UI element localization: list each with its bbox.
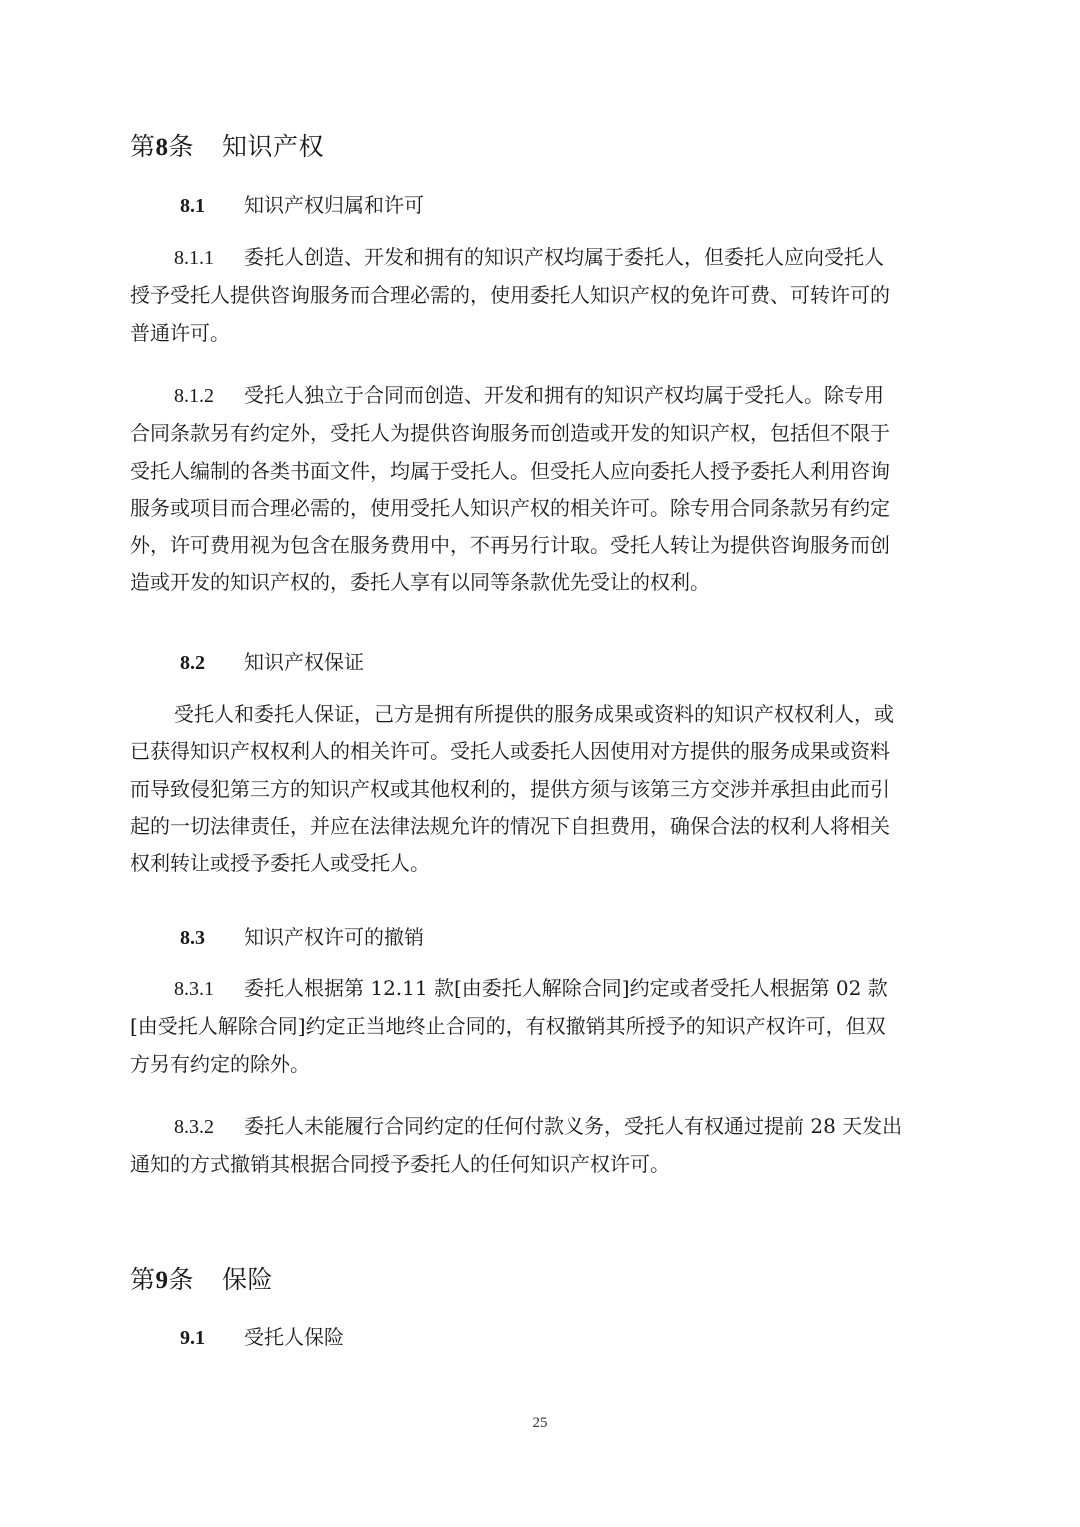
section-8-1-heading: [180, 188, 424, 223]
article-8-number: 第8条: [130, 132, 195, 161]
clause-8-3-1-line-3: 方另有约定的除外。: [130, 1051, 310, 1076]
clause-8-1-1-line-3: 普通许可。: [130, 320, 230, 345]
clause-8-1-1: [130, 239, 952, 352]
clause-8-1-2-line-3: 受托人编制的各类书面文件，均属于受托人。但受托人应向委托人授予委托人利用咨询: [130, 458, 890, 483]
section-8-3-number: 8.3: [180, 927, 205, 949]
section-9-1-number: 9.1: [180, 1327, 205, 1349]
clause-8-3-1: [130, 970, 952, 1083]
section-9-1-title: 受托人保险: [244, 1325, 344, 1349]
clause-8-1-1-line-1: 8.1.1 委托人创造、开发和拥有的知识产权均属于委托人，但委托人应向受托人: [130, 239, 952, 277]
clause-8-3-2-line-2: 通知的方式撤销其根据合同授予委托人的任何知识产权许可。: [130, 1152, 670, 1177]
section-8-2-heading: [180, 645, 364, 680]
clause-8-1-2-line-6: 造或开发的知识产权的，委托人享有以同等条款优先受让的权利。: [130, 570, 710, 595]
clause-8-3-2-line-1: 8.3.2 委托人未能履行合同约定的任何付款义务，受托人有权通过提前 28 天发出: [130, 1108, 952, 1146]
article-9-heading: [130, 1260, 273, 1301]
page-number: 25: [532, 1415, 548, 1431]
section-8-1-number: 8.1: [180, 195, 205, 217]
article-8-title: 知识产权: [222, 132, 325, 161]
section-9-1-heading: [180, 1320, 344, 1355]
clause-8-1-2-number: 8.1.2: [174, 385, 214, 407]
clause-8-1-2-line-2: 合同条款另有约定外，受托人为提供咨询服务而创造或开发的知识产权，包括但不限于: [130, 421, 890, 446]
clause-8-1-2-line-1: 8.1.2 受托人独立于合同而创造、开发和拥有的知识产权均属于受托人。除专用: [130, 377, 952, 415]
section-8-2-number: 8.2: [180, 652, 205, 674]
article-9-title: 保险: [222, 1265, 274, 1294]
clause-8-3-1-number: 8.3.1: [174, 978, 214, 1000]
clause-8-1-2-line-4: 服务或项目而合理必需的，使用受托人知识产权的相关许可。除专用合同条款另有约定: [130, 495, 890, 520]
section-8-1-title: 知识产权归属和许可: [244, 193, 424, 217]
clause-8-1-2: [130, 377, 952, 602]
section-8-3-heading: [180, 920, 424, 955]
section-8-2-paragraph: [130, 696, 952, 882]
clause-8-1-1-number: 8.1.1: [174, 247, 214, 269]
clause-8-3-1-line-2: [由受托人解除合同]约定正当地终止合同的，有权撤销其所授予的知识产权许可，但双: [130, 1014, 886, 1039]
article-9-number: 第9条: [130, 1265, 195, 1294]
section-8-2-line-1: 受托人和委托人保证，己方是拥有所提供的服务成果或资料的知识产权权利人，或: [174, 702, 894, 726]
section-8-3-title: 知识产权许可的撤销: [244, 925, 424, 949]
clause-8-3-2: [130, 1108, 952, 1184]
section-8-2-line-4: 起的一切法律责任，并应在法律法规允许的情况下自担费用，确保合法的权利人将相关: [130, 813, 890, 838]
clause-8-3-2-number: 8.3.2: [174, 1116, 214, 1138]
section-8-2-title: 知识产权保证: [244, 650, 364, 674]
section-8-2-line-5: 权利转让或授予委托人或受托人。: [130, 851, 430, 876]
section-8-2-line-2: 已获得知识产权权利人的相关许可。受托人或委托人因使用对方提供的服务成果或资料: [130, 739, 890, 764]
clause-8-1-1-line-2: 授予受托人提供咨询服务而合理必需的，使用委托人知识产权的免许可费、可转许可的: [130, 283, 890, 308]
clause-8-1-2-line-5: 外，许可费用视为包含在服务费用中，不再另行计取。受托人转让为提供咨询服务而创: [130, 533, 890, 558]
section-8-2-line-3: 而导致侵犯第三方的知识产权或其他权利的，提供方须与该第三方交涉并承担由此而引: [130, 776, 890, 801]
article-8-heading: [130, 127, 324, 168]
clause-8-3-1-line-1: 8.3.1 委托人根据第 12.11 款[由委托人解除合同]约定或者受托人根据第 02 款: [130, 970, 952, 1008]
